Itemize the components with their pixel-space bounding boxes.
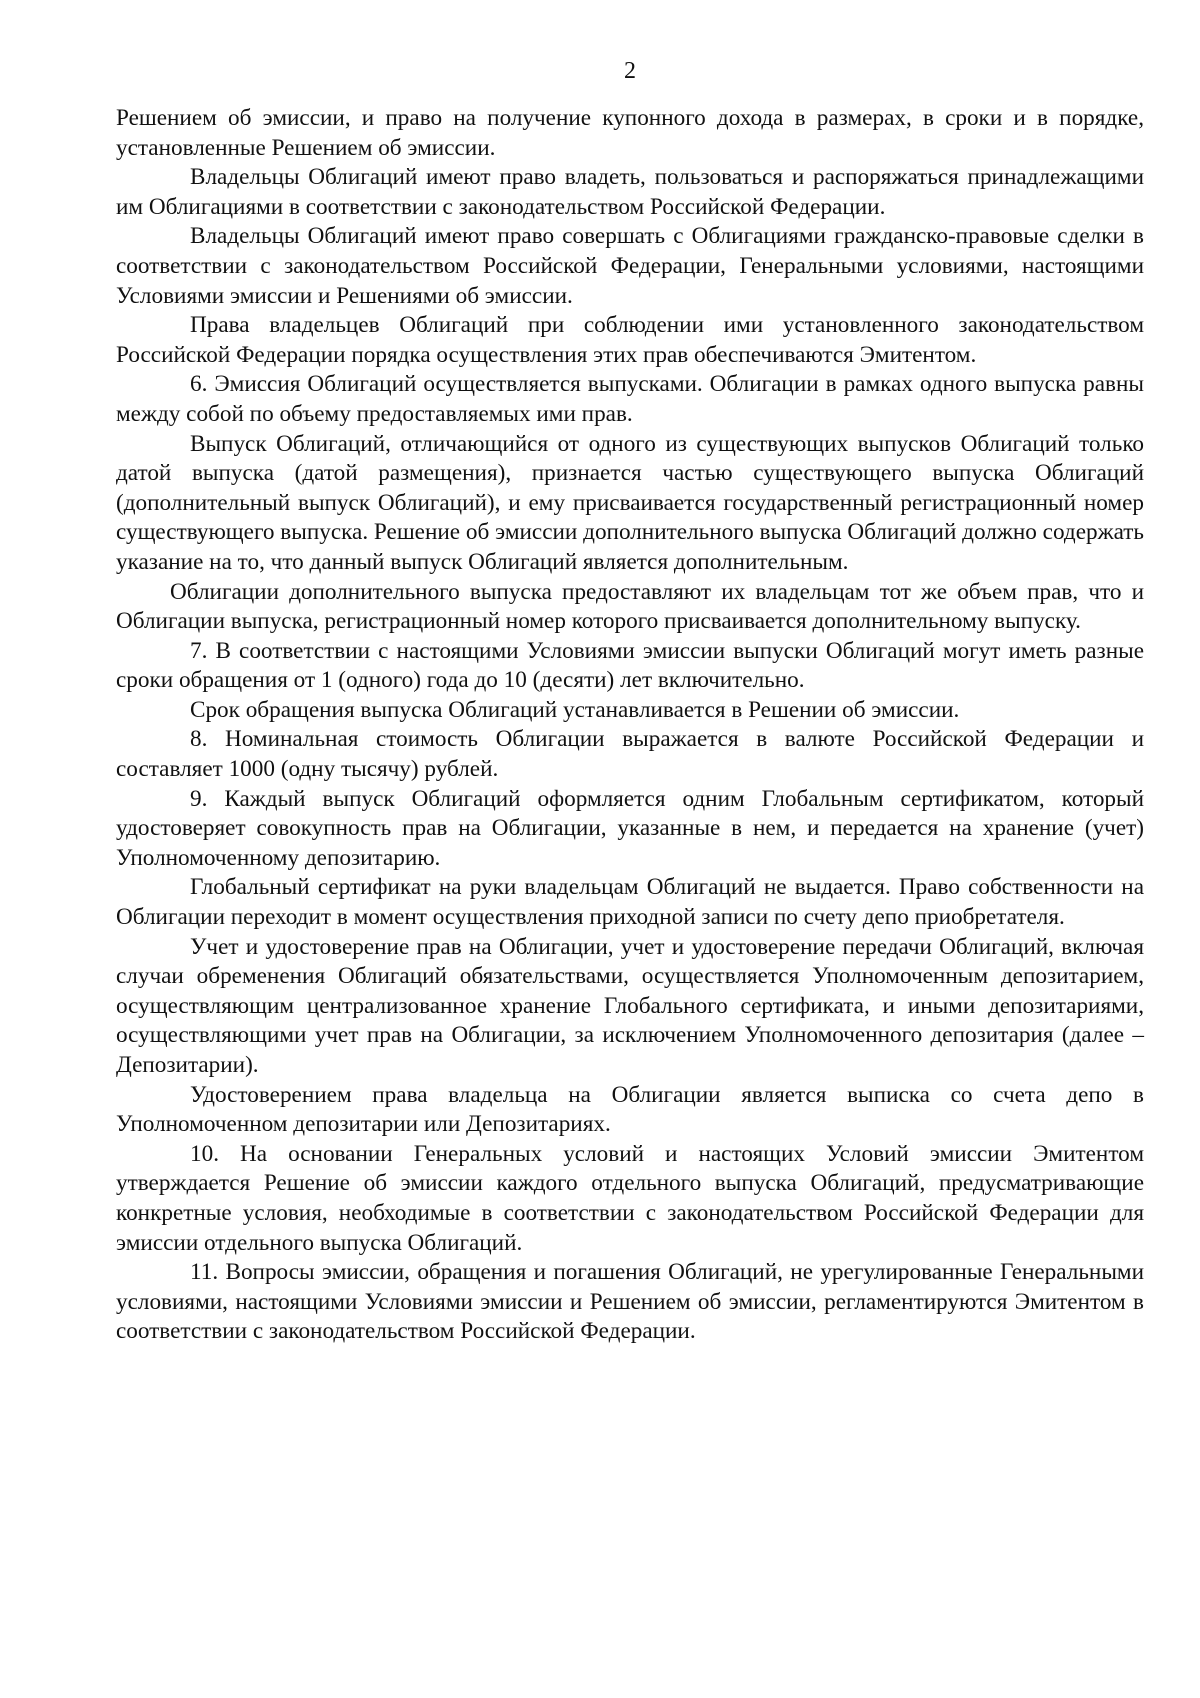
paragraph-item-11: 11. Вопросы эмиссии, обращения и погашения Облигаций, не урегулированные Генеральными условиями, настоящими Условиями эмиссии и Решением об эмиссии, регламентируются Эмитентом в соответствии с законодательством Российской Федерации.: [116, 1259, 1144, 1345]
document-body: [116, 104, 1144, 1347]
paragraph-item-8: 8. Номинальная стоимость Облигации выражается в валюте Российской Федерации и составляет 1000 (одну тысячу) рублей.: [116, 726, 1144, 783]
page-number: 2: [624, 58, 636, 84]
paragraph-rights-ensured: Права владельцев Облигаций при соблюдении ими установленного законодательством Российской Федерации порядка осуществления этих прав обеспечиваются Эмитентом.: [116, 312, 1144, 368]
paragraph-circulation-term: Срок обращения выпуска Облигаций устанавливается в Решении об эмиссии.: [190, 696, 960, 723]
paragraph-accounting: Учет и удостоверение прав на Облигации, учет и удостоверение передачи Облигаций, включая случаи обременения Облигаций обязательствами, осуществляется Уполномоченным депозитарием, осуществляющим централизованное хранение Глобального сертификата, и иными депозитариями, осуществляющими учет прав на Облигации, за исключением Уполномоченного депозитария (далее – Депозитарии).: [116, 933, 1144, 1078]
paragraph-item-6: 6. Эмиссия Облигаций осуществляется выпусками. Облигации в рамках одного выпуска равны между собой по объему предоставляемых ими прав.: [116, 371, 1144, 427]
paragraph-item-10: 10. На основании Генеральных условий и настоящих Условий эмиссии Эмитентом утверждается Решение об эмиссии каждого отдельного выпуска Облигаций, предусматривающие конкретные условия, необходимые в соответствии с законодательством Российской Федерации для эмиссии отдельного выпуска Облигаций.: [116, 1140, 1144, 1256]
paragraph-owners-rights: Владельцы Облигаций имеют право владеть, пользоваться и распоряжаться принадлежащими им Облигациями в соответствии с законодательством Российской Федерации.: [116, 164, 1144, 220]
paragraph-item-9: 9. Каждый выпуск Облигаций оформляется одним Глобальным сертификатом, который удостоверяет совокупность прав на Облигации, указанные в нем, и передается на хранение (учет) Уполномоченному депозитарию.: [116, 785, 1144, 871]
paragraph-additional-issue: Выпуск Облигаций, отличающийся от одного из существующих выпусков Облигаций только датой выпуска (датой размещения), признается частью существующего выпуска Облигаций (дополнительный выпуск Облигаций), и ему присваивается государственный регистрационный номер существующего выпуска. Решение об эмиссии дополнительного выпуска Облигаций должно содержать указание на то, что данный выпуск Облигаций является дополнительным.: [116, 430, 1144, 575]
paragraph-continuation: Решением об эмиссии, и право на получение купонного дохода в размерах, в сроки и в порядке, установленные Решением об эмиссии.: [116, 105, 1144, 161]
paragraph-certification: Удостоверением права владельца на Облигации является выписка со счета депо в Уполномоченном депозитарии или Депозитариях.: [116, 1081, 1144, 1138]
paragraph-item-7: 7. В соответствии с настоящими Условиями эмиссии выпуски Облигаций могут иметь разные сроки обращения от 1 (одного) года до 10 (десяти) лет включительно.: [116, 637, 1144, 694]
paragraph-additional-issue-rights: Облигации дополнительного выпуска предоставляют их владельцам тот же объем прав, что и Облигации выпуска, регистрационный номер которого присваивается дополнительному выпуску.: [116, 578, 1144, 635]
paragraph-owners-transactions: Владельцы Облигаций имеют право совершать с Облигациями гражданско-правовые сделки в соответствии с законодательством Российской Федерации, Генеральными условиями, настоящими Условиями эмиссии и Решениями об эмиссии.: [116, 223, 1144, 309]
paragraph-global-certificate: Глобальный сертификат на руки владельцам Облигаций не выдается. Право собственности на Облигации переходит в момент осуществления приходной записи по счету депо приобретателя.: [116, 874, 1144, 931]
